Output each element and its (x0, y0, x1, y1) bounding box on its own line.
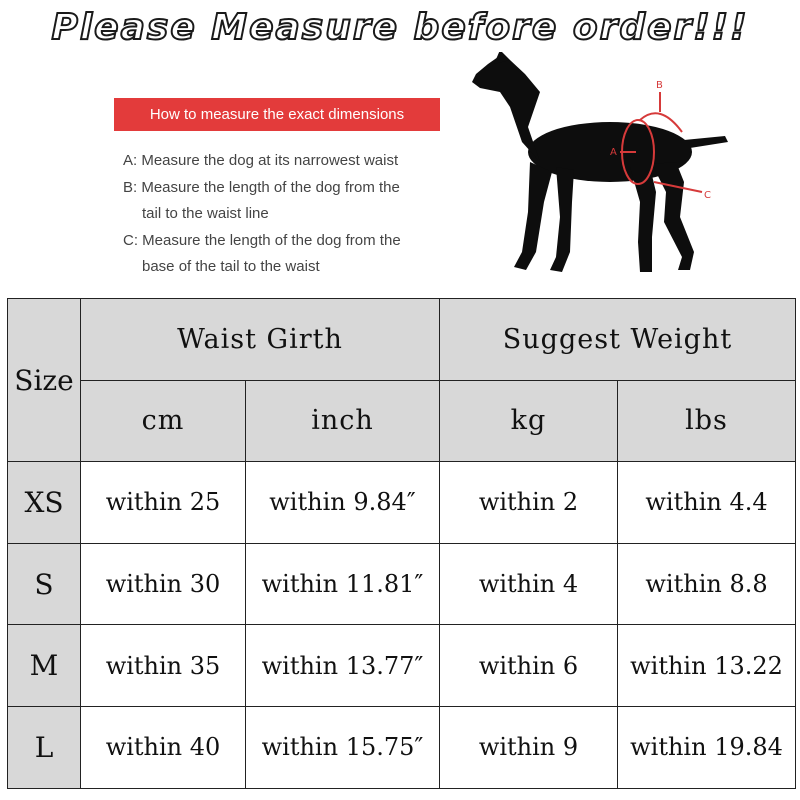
cm-cell: within 30 (81, 543, 246, 625)
unit-kg-header: kg (440, 380, 618, 462)
size-cell: XS (8, 462, 81, 544)
size-header: Size (8, 299, 81, 462)
unit-inch-header: inch (246, 380, 440, 462)
measure-banner: How to measure the exact dimensions (114, 98, 440, 131)
kg-cell: within 9 (440, 706, 618, 788)
table-row (8, 625, 796, 707)
dog-silhouette-diagram (470, 52, 735, 282)
unit-lbs-header: lbs (618, 380, 796, 462)
table-row (8, 462, 796, 544)
inch-cell: within 11.81″ (246, 543, 440, 625)
table-row (8, 706, 796, 788)
cm-cell: within 25 (81, 462, 246, 544)
unit-cm-header: cm (81, 380, 246, 462)
size-cell: S (8, 543, 81, 625)
headline: Please Measure before order!!! (51, 7, 749, 48)
label-c: C (704, 190, 711, 201)
inch-cell: within 13.77″ (246, 625, 440, 707)
cm-cell: within 35 (81, 625, 246, 707)
table-row (8, 543, 796, 625)
label-b: B (656, 80, 663, 91)
cm-cell: within 40 (81, 706, 246, 788)
kg-cell: within 4 (440, 543, 618, 625)
instruction-b-line2: tail to the waist line (142, 205, 269, 222)
lbs-cell: within 8.8 (618, 543, 796, 625)
size-cell: M (8, 625, 81, 707)
instruction-b-line1: B: Measure the length of the dog from the (123, 178, 400, 196)
lbs-cell: within 13.22 (618, 625, 796, 707)
inch-cell: within 9.84″ (246, 462, 440, 544)
size-cell: L (8, 706, 81, 788)
instruction-c-line1: C: Measure the length of the dog from the (123, 231, 401, 249)
kg-cell: within 6 (440, 625, 618, 707)
inch-cell: within 15.75″ (246, 706, 440, 788)
suggest-weight-header: Suggest Weight (440, 299, 796, 381)
size-chart-table (7, 298, 796, 789)
instruction-a: A: Measure the dog at its narrowest waist (123, 152, 399, 169)
label-a: A (610, 147, 617, 158)
instructions (123, 148, 463, 281)
lbs-cell: within 19.84 (618, 706, 796, 788)
instruction-c-line2: base of the tail to the waist (142, 258, 320, 275)
lbs-cell: within 4.4 (618, 462, 796, 544)
kg-cell: within 2 (440, 462, 618, 544)
waist-girth-header: Waist Girth (81, 299, 440, 381)
dog-silhouette (472, 52, 728, 272)
